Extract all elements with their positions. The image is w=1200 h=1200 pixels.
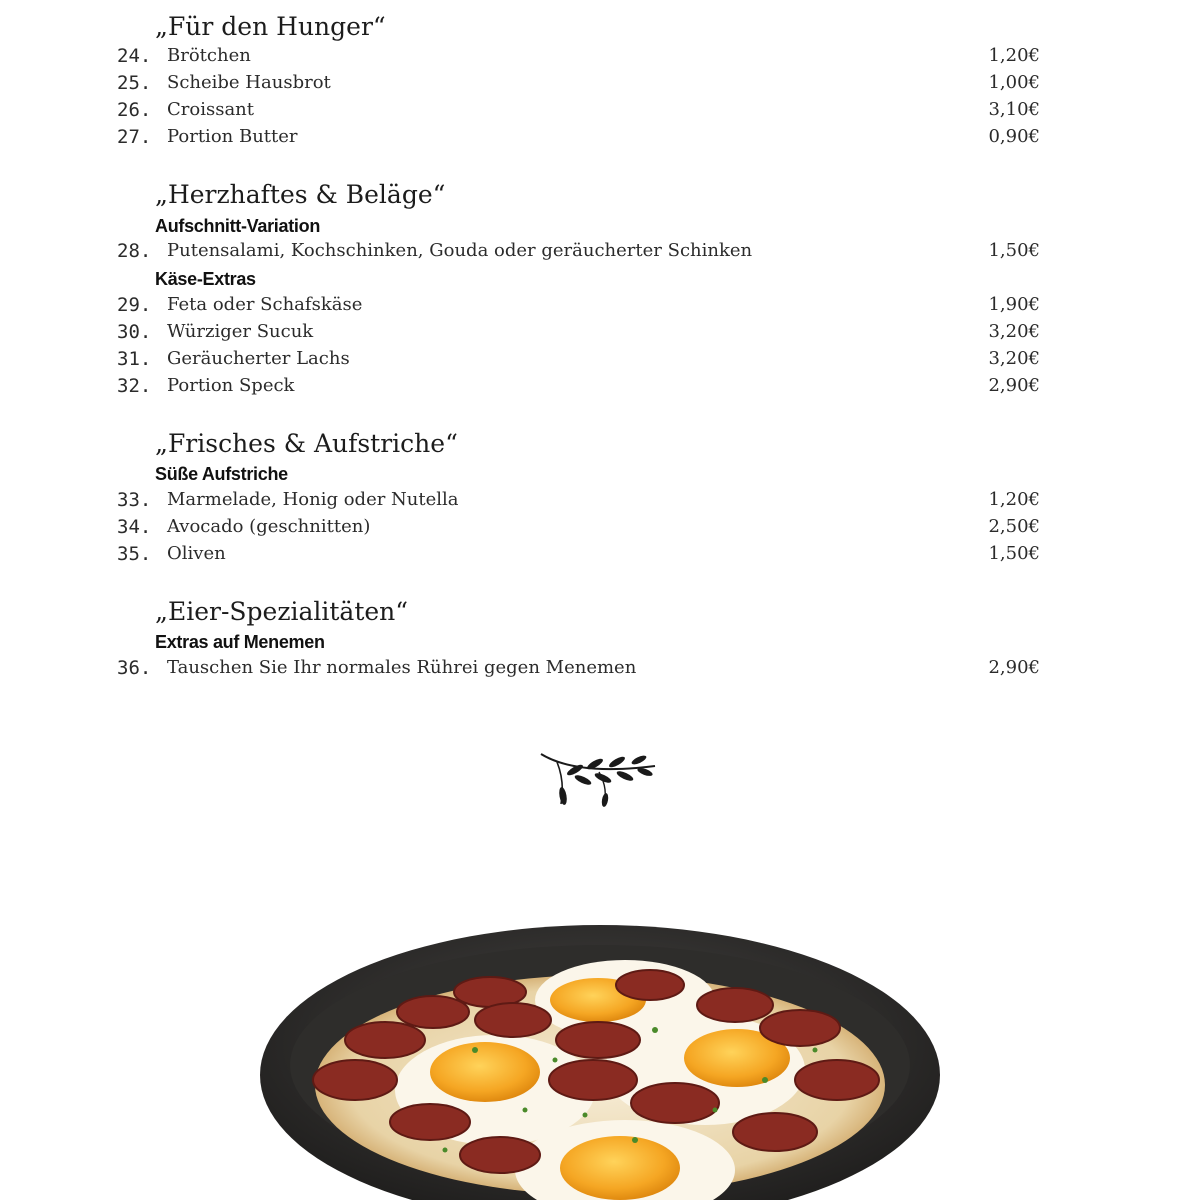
- item-name: Portion Butter: [167, 126, 298, 147]
- item-price: 3,20€: [988, 321, 1040, 342]
- menu-item: [0, 321, 1200, 347]
- item-number: 34.: [117, 516, 152, 538]
- item-price: 2,90€: [988, 657, 1040, 678]
- item-price: 1,90€: [988, 294, 1040, 315]
- item-name: Feta oder Schafskäse: [167, 294, 363, 315]
- item-name: Brötchen: [167, 45, 251, 66]
- item-name: Scheibe Hausbrot: [167, 72, 331, 93]
- item-number: 26.: [117, 99, 152, 121]
- menu-item: [0, 375, 1200, 401]
- item-name: Croissant: [167, 99, 255, 120]
- item-number: 24.: [117, 45, 152, 67]
- item-name: Oliven: [167, 543, 226, 564]
- item-price: 1,50€: [988, 543, 1040, 564]
- menu-item: [0, 516, 1200, 542]
- subheading-extras-menemen: Extras auf Menemen: [155, 632, 325, 652]
- menu-item: [0, 294, 1200, 320]
- item-name: Avocado (geschnitten): [167, 516, 371, 537]
- olive-branch-icon: [537, 748, 659, 812]
- sucuk-egg-pan-image: [255, 900, 955, 1200]
- item-name: Marmelade, Honig oder Nutella: [167, 489, 459, 510]
- item-number: 30.: [117, 321, 152, 343]
- item-number: 28.: [117, 240, 152, 262]
- item-name: Geräucherter Lachs: [167, 348, 350, 369]
- section-title-eier-spezialitaeten: „Eier-Spezialitäten“: [155, 597, 409, 626]
- item-price: 3,10€: [988, 99, 1040, 120]
- subheading-kaese-extras: Käse-Extras: [155, 269, 256, 289]
- subheading-aufschnitt: Aufschnitt-Variation: [155, 216, 321, 236]
- item-name: Tauschen Sie Ihr normales Rührei gegen Menemen: [167, 657, 637, 678]
- item-number: 33.: [117, 489, 152, 511]
- item-price: 1,20€: [988, 45, 1040, 66]
- item-number: 36.: [117, 657, 152, 679]
- item-price: 1,00€: [988, 72, 1040, 93]
- menu-item: [0, 543, 1200, 569]
- item-name: Portion Speck: [167, 375, 295, 396]
- menu-item: [0, 126, 1200, 152]
- item-price: 2,90€: [988, 375, 1040, 396]
- menu-item: [0, 72, 1200, 98]
- item-number: 25.: [117, 72, 152, 94]
- item-price: 0,90€: [988, 126, 1040, 147]
- item-name: Würziger Sucuk: [167, 321, 314, 342]
- item-price: 1,50€: [988, 240, 1040, 261]
- item-price: 3,20€: [988, 348, 1040, 369]
- item-number: 29.: [117, 294, 152, 316]
- item-number: 31.: [117, 348, 152, 370]
- menu-item: [0, 348, 1200, 374]
- subheading-suesse-aufstriche: Süße Aufstriche: [155, 464, 288, 484]
- item-number: 27.: [117, 126, 152, 148]
- item-name: Putensalami, Kochschinken, Gouda oder geräucherter Schinken: [167, 240, 753, 261]
- menu-item: [0, 45, 1200, 71]
- menu-item: [0, 240, 1200, 266]
- section-title-frisches: „Frisches & Aufstriche“: [155, 429, 458, 458]
- menu-item: [0, 657, 1200, 683]
- section-title-fuer-den-hunger: „Für den Hunger“: [155, 12, 386, 41]
- item-number: 32.: [117, 375, 152, 397]
- item-price: 2,50€: [988, 516, 1040, 537]
- section-title-herzhaftes: „Herzhaftes & Beläge“: [155, 180, 446, 209]
- item-number: 35.: [117, 543, 152, 565]
- menu-item: [0, 99, 1200, 125]
- item-price: 1,20€: [988, 489, 1040, 510]
- menu-item: [0, 489, 1200, 515]
